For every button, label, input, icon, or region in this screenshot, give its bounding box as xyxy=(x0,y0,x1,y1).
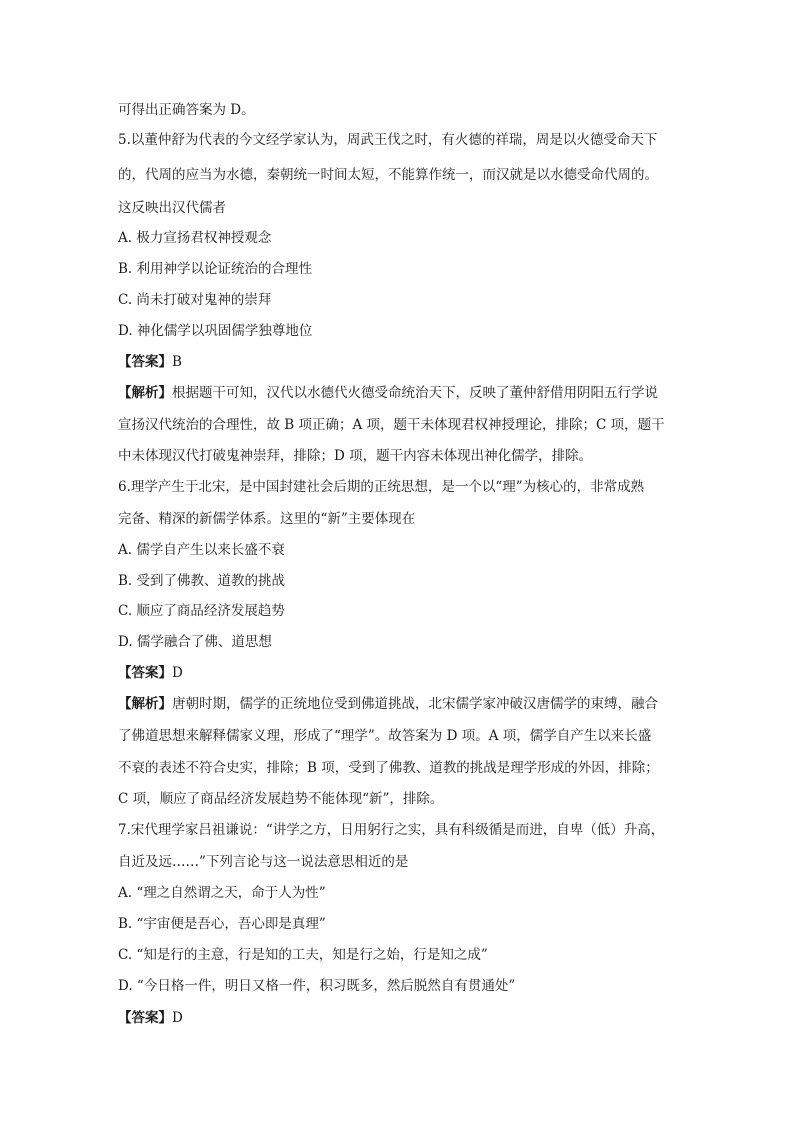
q7-stem-line-1: 7.宋代理学家吕祖谦说：“讲学之方，日用躬行之实，具有科级循是而进，自卑（低）升高， xyxy=(118,822,665,838)
q6-analysis-line-3: 不衰的表述不符合史实，排除；B 项，受到了佛教、道教的挑战是理学形成的外因，排除； xyxy=(118,760,659,776)
q5-analysis-text-1: 根据题干可知，汉代以水德代火德受命统治天下，反映了董仲舒借用阴阳五行学说 xyxy=(172,385,658,401)
prev-conclusion: 可得出正确答案为 D。 xyxy=(118,102,255,118)
q5-option-b: B. 利用神学以论证统治的合理性 xyxy=(118,261,313,277)
q6-analysis-label: 【解析】 xyxy=(118,696,172,712)
q6-answer xyxy=(118,663,678,683)
q7-option-a: A. “理之自然谓之天，命于人为性” xyxy=(118,885,326,901)
q5-analysis-line-3: 中未体现汉代打破鬼神崇拜，排除；D 项，题干内容未体现出神化儒学，排除。 xyxy=(118,448,593,464)
q6-analysis-line-2: 了佛道思想来解释儒家义理，形成了“理学”。故答案为 D 项。A 项，儒学自产生以来长盛 xyxy=(118,728,652,744)
q6-answer-value: D xyxy=(172,665,183,681)
q6-option-a: A. 儒学自产生以来长盛不衰 xyxy=(118,542,285,558)
q6-option-c: C. 顺应了商品经济发展趋势 xyxy=(118,603,285,619)
q7-answer xyxy=(118,1008,678,1028)
q5-option-d: D. 神化儒学以巩固儒学独尊地位 xyxy=(118,323,313,339)
q6-stem-line-2: 完备、精深的新儒学体系。这里的“新”主要体现在 xyxy=(118,511,416,527)
q5-option-a: A. 极力宣扬君权神授观念 xyxy=(118,230,272,246)
q7-stem-line-2: 自近及远……”下列言论与这一说法意思相近的是 xyxy=(118,854,409,870)
q6-option-d: D. 儒学融合了佛、道思想 xyxy=(118,634,272,650)
q5-analysis-label: 【解析】 xyxy=(118,385,172,401)
q6-analysis-text-1: 唐朝时期，儒学的正统地位受到佛道挑战，北宋儒学家冲破汉唐儒学的束缚，融合 xyxy=(172,696,658,712)
q7-option-b: B. “宇宙便是吾心，吾心即是真理” xyxy=(118,916,326,932)
q5-analysis-line-2: 宣扬汉代统治的合理性，故 B 项正确；A 项，题干未体现君权神授理论，排除；C 项，题干 xyxy=(118,417,665,433)
q6-option-b: B. 受到了佛教、道教的挑战 xyxy=(118,573,286,589)
q5-stem-line-3: 这反映出汉代儒者 xyxy=(118,200,226,216)
q7-answer-value: D xyxy=(172,1010,183,1026)
q6-stem-line-1: 6.理学产生于北宋，是中国封建社会后期的正统思想，是一个以“理”为核心的，非常成熟 xyxy=(118,479,645,495)
q5-stem-line-2: 的，代周的应当为水德，秦朝统一时间太短，不能算作统一，而汉就是以水德受命代周的。 xyxy=(118,167,658,183)
q7-answer-label: 【答案】 xyxy=(118,1010,172,1026)
q5-answer-label: 【答案】 xyxy=(118,354,172,370)
q6-answer-label: 【答案】 xyxy=(118,665,172,681)
q5-option-c: C. 尚未打破对鬼神的崇拜 xyxy=(118,292,272,308)
q5-stem-line-1: 5.以董仲舒为代表的今文经学家认为，周武王伐之时，有火德的祥瑞，周是以火德受命天下 xyxy=(118,132,658,148)
q5-analysis-line-1 xyxy=(118,383,678,403)
q6-analysis-line-4: C 项，顺应了商品经济发展趋势不能体现“新”，排除。 xyxy=(118,791,444,807)
q6-analysis-line-1 xyxy=(118,694,678,714)
q7-option-c: C. “知是行的主意，行是知的工夫，知是行之始，行是知之成” xyxy=(118,947,488,963)
q5-answer xyxy=(118,352,678,372)
q5-answer-value: B xyxy=(172,354,182,370)
q7-option-d: D. “今日格一件，明日又格一件，积习既多，然后脱然自有贯通处” xyxy=(118,978,516,994)
